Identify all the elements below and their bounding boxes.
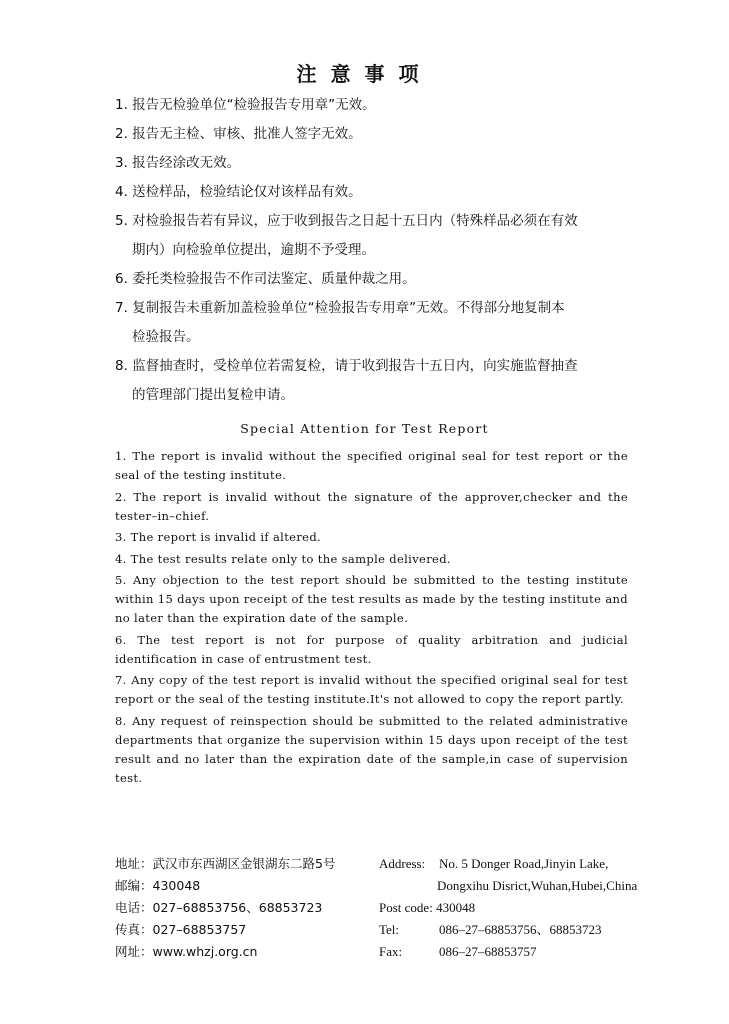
tel-label-en: Tel: xyxy=(379,922,400,937)
postcode-value-en: 430048 xyxy=(436,900,476,915)
address-label: 地址： xyxy=(115,856,153,871)
english-notice-item-4: 4. The test results relate only to the sample delivered. xyxy=(115,551,451,566)
english-notice-item-1: 1. The report is invalid without the specified original seal for test report or the seal of the testing institute. xyxy=(115,449,628,482)
fax-row xyxy=(115,919,385,941)
tel-value: 027–68853756、68853723 xyxy=(152,900,323,915)
contact-info-english xyxy=(379,853,679,963)
chinese-notice-text: 4. 送检样品，检验结论仅对该样品有效。 xyxy=(115,184,362,200)
chinese-notice-text: 7. 复制报告未重新加盖检验单位“检验报告专用章”无效。不得部分地复制本 xyxy=(115,300,565,316)
chinese-notice-item-3 xyxy=(115,149,655,178)
address-label-en: Address: xyxy=(379,856,426,871)
fax-row-en xyxy=(379,941,679,963)
address-line1-en: No. 5 Donger Road,Jinyin Lake, xyxy=(439,856,609,871)
english-notice-item-5: 5. Any objection to the test report should be submitted to the testing institute within 15 days upon receipt of the test results as made by the testing institute and no later than the expiration date of the sample. xyxy=(115,573,628,625)
postcode-value: 430048 xyxy=(152,878,201,893)
fax-label-en: Fax: xyxy=(379,944,403,959)
postcode-row-en xyxy=(379,897,679,919)
chinese-notice-text: 6. 委托类检验报告不作司法鉴定、质量仲裁之用。 xyxy=(115,271,416,287)
chinese-notice-text: 8. 监督抽查时，受检单位若需复检，请于收到报告十五日内，向实施监督抽查 xyxy=(115,358,578,374)
postcode-row xyxy=(115,875,385,897)
website-label: 网址： xyxy=(115,944,153,959)
english-notice-item-7: 7. Any copy of the test report is invalid without the specified original seal for test report or the seal of the testing institute.It's not allowed to copy the report partly. xyxy=(115,673,628,706)
postcode-label: 邮编： xyxy=(115,878,153,893)
chinese-notice-item-4 xyxy=(115,178,655,207)
chinese-title: 注意事项 xyxy=(296,62,433,86)
english-title: Special Attention for Test Report xyxy=(240,421,489,436)
fax-value-en: 086–27–68853757 xyxy=(439,944,537,959)
chinese-notice-item-6 xyxy=(115,265,655,294)
address-row2-en xyxy=(379,875,679,897)
chinese-notice-text: 5. 对检验报告若有异议，应于收到报告之日起十五日内（特殊样品必须在有效 xyxy=(115,213,578,229)
chinese-notice-continuation: 检验报告。 xyxy=(132,329,200,345)
chinese-notice-item-2 xyxy=(115,120,655,149)
chinese-notice-text: 2. 报告无主检、审核、批准人签字无效。 xyxy=(115,126,362,142)
address-row-en xyxy=(379,853,679,875)
chinese-notice-item-5 xyxy=(115,207,655,265)
tel-value-en: 086–27–68853756、68853723 xyxy=(439,922,602,937)
chinese-notice-text: 1. 报告无检验单位“检验报告专用章”无效。 xyxy=(115,97,376,113)
address-value: 武汉市东西湖区金银湖东二路5号 xyxy=(152,856,336,871)
address-line2-en: Dongxihu Disrict,Wuhan,Hubei,China xyxy=(437,878,638,893)
chinese-notice-item-8 xyxy=(115,352,655,410)
tel-label: 电话： xyxy=(115,900,153,915)
chinese-notice-continuation: 的管理部门提出复检申请。 xyxy=(132,387,294,403)
address-row xyxy=(115,853,385,875)
website-link[interactable]: www.whzj.org.cn xyxy=(152,944,258,959)
chinese-notice-list xyxy=(115,91,655,410)
english-notice-item-6: 6. The test report is not for purpose of quality arbitration and judicial identification in case of entrustment test. xyxy=(115,632,628,666)
english-notice-item-8: 8. Any request of reinspection should be submitted to the related administrative departments that organize the supervision within 15 days upon receipt of the test result and no later than the expiration date of the sample,in case of supervision test. xyxy=(115,713,628,785)
chinese-notice-item-7 xyxy=(115,294,655,352)
fax-label: 传真： xyxy=(115,922,153,937)
chinese-notice-item-1 xyxy=(115,91,655,120)
contact-info-chinese xyxy=(115,853,385,963)
chinese-notice-text: 3. 报告经涂改无效。 xyxy=(115,155,241,171)
tel-row xyxy=(115,897,385,919)
english-notice-list xyxy=(115,447,628,790)
postcode-label-en: Post code: xyxy=(379,900,433,915)
website-row xyxy=(115,941,385,963)
fax-value: 027–68853757 xyxy=(152,922,247,937)
tel-row-en xyxy=(379,919,679,941)
english-notice-item-2: 2. The report is invalid without the signature of the approver,checker and the tester–in–chief. xyxy=(115,489,628,523)
english-notice-item-3: 3. The report is invalid if altered. xyxy=(115,530,322,544)
chinese-notice-continuation: 期内）向检验单位提出，逾期不予受理。 xyxy=(132,242,375,258)
